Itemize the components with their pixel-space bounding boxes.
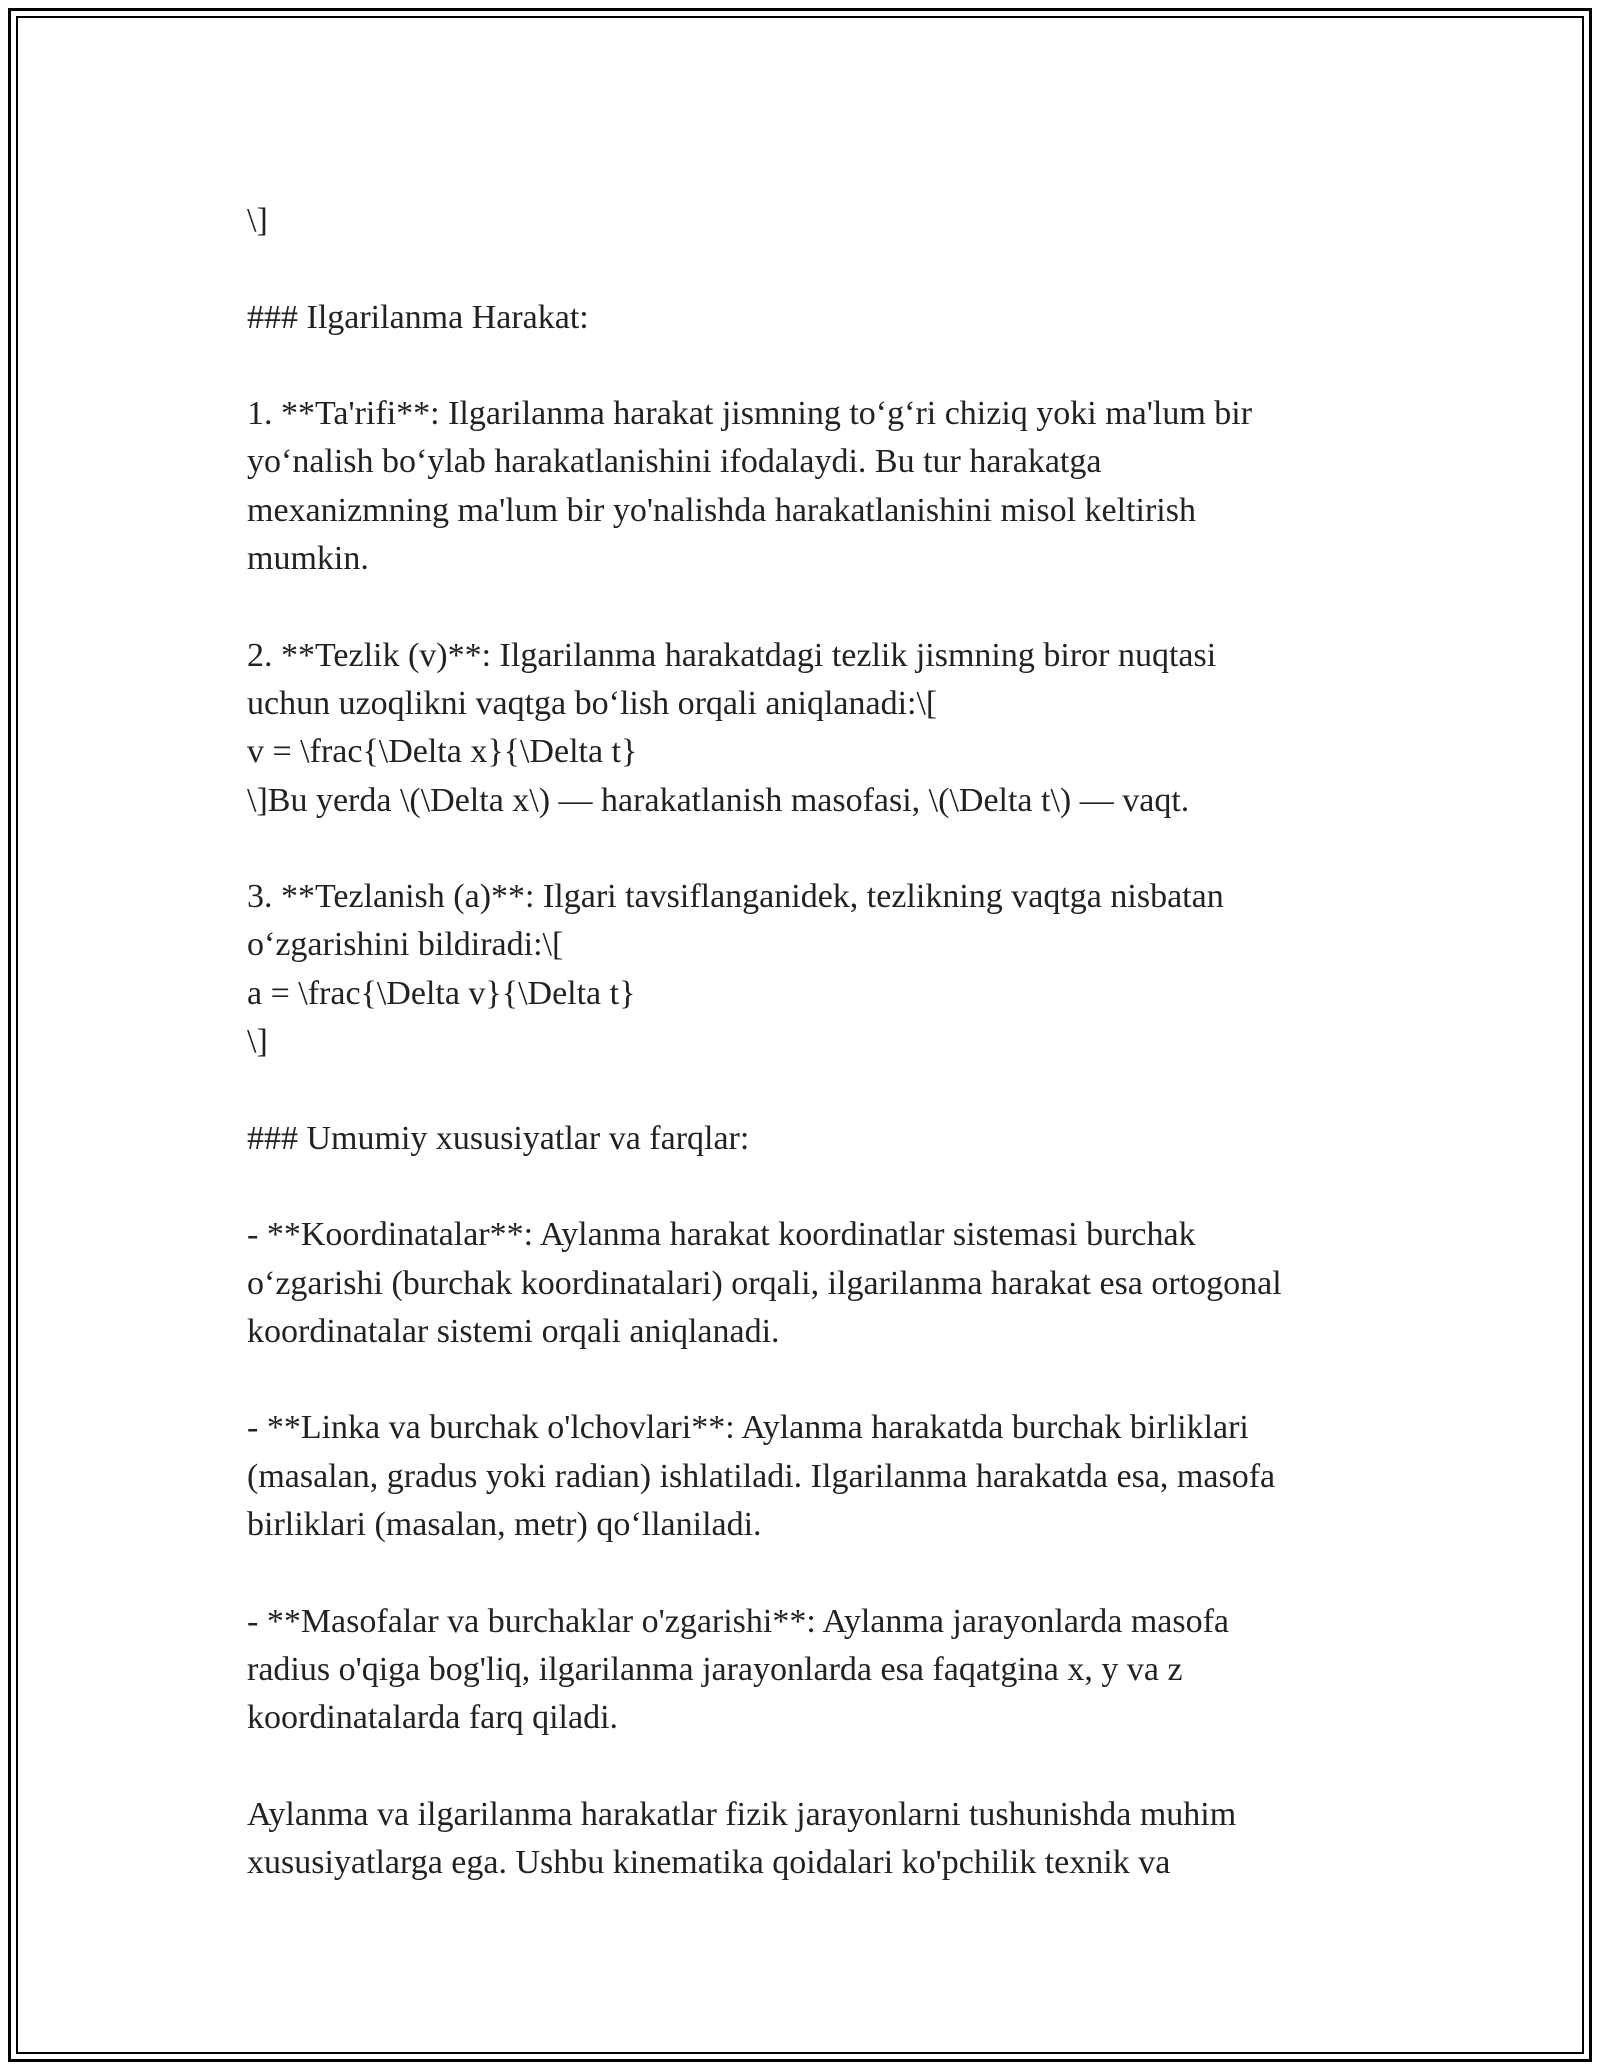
text-line: radius o'qiga bog'liq, ilgarilanma jarayonlarda esa faqatgina x, y va z xyxy=(247,1650,1183,1688)
text-line: v = \frac{\Delta x}{\Delta t} xyxy=(247,733,638,771)
text-line: (masalan, gradus yoki radian) ishlatiladi. Ilgarilanma harakatda esa, masofa xyxy=(247,1457,1276,1495)
heading-ilgarilanma-harakat xyxy=(247,294,1377,342)
heading-line: ### Umumiy xususiyatlar va farqlar: xyxy=(247,1119,750,1157)
bullet-koordinatalar xyxy=(247,1211,1377,1356)
bullet-linka-burchak xyxy=(247,1404,1377,1549)
text-line: 3. **Tezlanish (a)**: Ilgari tavsiflanganidek, tezlikning vaqtga nisbatan xyxy=(247,878,1224,916)
paragraph-gap xyxy=(247,1066,1377,1114)
paragraph-gap xyxy=(247,1549,1377,1597)
heading-umumiy-xususiyatlar xyxy=(247,1115,1377,1163)
text-line: - **Koordinatalar**: Aylanma harakat koordinatlar sistemasi burchak xyxy=(247,1216,1196,1254)
item-tarifi xyxy=(247,390,1377,583)
paragraph-gap xyxy=(247,1743,1377,1791)
text-line: \] xyxy=(247,202,268,239)
text-line: 2. **Tezlik (v)**: Ilgarilanma harakatdagi tezlik jismning biror nuqtasi xyxy=(247,636,1217,674)
conclusion xyxy=(247,1791,1377,1888)
paragraph-gap xyxy=(247,342,1377,390)
text-line: mexanizmning ma'lum bir yo'nalishda harakatlanishini misol keltirish xyxy=(247,491,1196,529)
heading-line: ### Ilgarilanma Harakat: xyxy=(247,298,589,336)
text-line: o‘zgarishi (burchak koordinatalari) orqali, ilgarilanma harakat esa ortogonal xyxy=(247,1264,1282,1302)
text-line: birliklari (masalan, metr) qo‘llaniladi. xyxy=(247,1506,762,1544)
text-line: koordinatalar sistemi orqali aniqlanadi. xyxy=(247,1312,780,1350)
text-line: - **Linka va burchak o'lchovlari**: Aylanma harakatda burchak birliklari xyxy=(247,1409,1249,1447)
text-line: \] xyxy=(247,1023,268,1061)
paragraph-gap xyxy=(247,1356,1377,1404)
text-line: xususiyatlarga ega. Ushbu kinematika qoidalari ko'pchilik texnik va xyxy=(247,1844,1171,1882)
paragraph-gap xyxy=(247,583,1377,631)
text-line: 1. **Ta'rifi**: Ilgarilanma harakat jismning to‘g‘ri chiziq yoki ma'lum bir xyxy=(247,395,1253,433)
text-line: koordinatalarda farq qiladi. xyxy=(247,1699,619,1737)
document-page xyxy=(8,8,1592,2062)
text-line: - **Masofalar va burchaklar o'zgarishi**: Aylanma jarayonlarda masofa xyxy=(247,1602,1230,1640)
bullet-masofalar xyxy=(247,1598,1377,1743)
text-line: o‘zgarishini bildiradi:\[ xyxy=(247,926,564,964)
paragraph-gap xyxy=(247,825,1377,873)
text-line: Aylanma va ilgarilanma harakatlar fizik jarayonlarni tushunishda muhim xyxy=(247,1795,1237,1833)
document-body xyxy=(247,197,1377,1887)
text-line: uchun uzoqlikni vaqtga bo‘lish orqali aniqlanadi:\[ xyxy=(247,684,938,722)
text-line: yo‘nalish bo‘ylab harakatlanishini ifodalaydi. Bu tur harakatga xyxy=(247,443,1102,481)
paragraph-gap xyxy=(247,1163,1377,1211)
display-math-close-1 xyxy=(247,197,1377,245)
text-line: \]Bu yerda \(\Delta x\) — harakatlanish masofasi, \(\Delta t\) — vaqt. xyxy=(247,781,1190,819)
item-tezlanish xyxy=(247,873,1377,1066)
text-line: a = \frac{\Delta v}{\Delta t} xyxy=(247,974,636,1012)
item-tezlik xyxy=(247,632,1377,825)
paragraph-gap xyxy=(247,245,1377,293)
text-line: mumkin. xyxy=(247,540,369,578)
